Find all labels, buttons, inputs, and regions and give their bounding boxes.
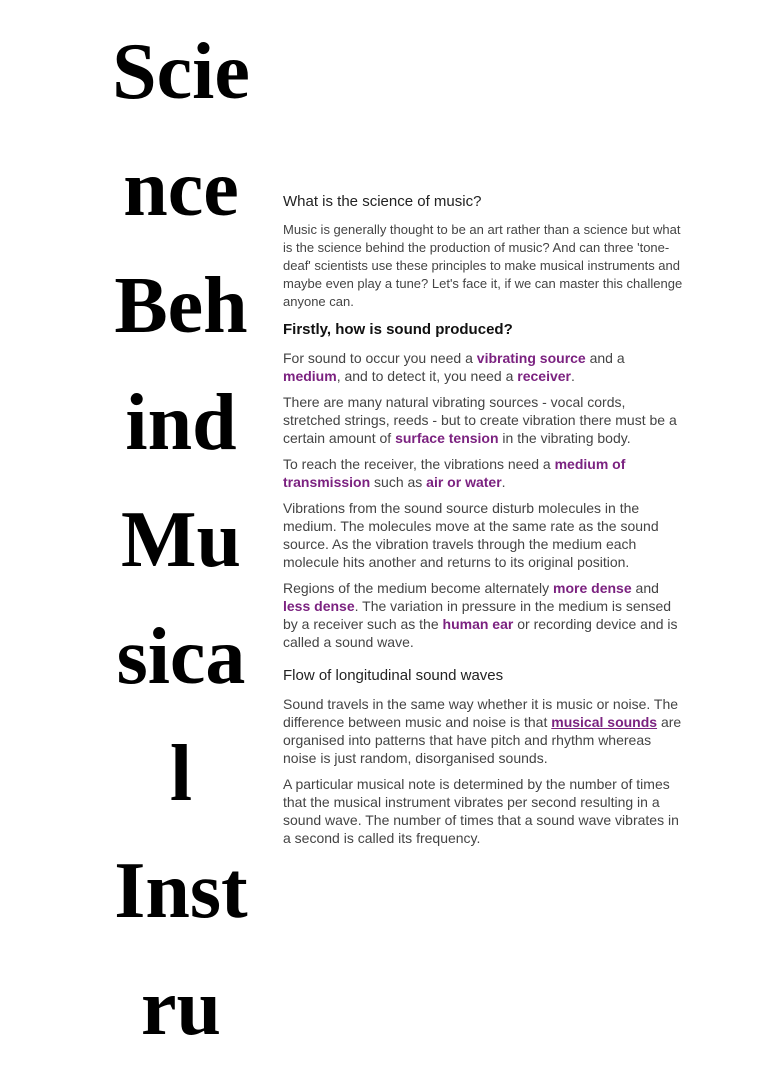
title-line: l <box>169 730 193 818</box>
title-line: Beh <box>114 262 248 350</box>
paragraph-music-vs-noise <box>283 695 683 767</box>
section-heading-sound-produced: Firstly, how is sound produced? <box>283 321 513 338</box>
paragraph-text: and a <box>585 350 625 366</box>
section-heading-science-of-music: What is the science of music? <box>283 193 482 210</box>
paragraph-text: or recording device and is called a sound wave. <box>283 616 678 650</box>
paragraph-text: To reach the receiver, the vibrations need a <box>283 456 555 472</box>
paragraph-text: . <box>501 474 506 490</box>
musical-sounds-link[interactable]: musical sounds <box>551 714 658 730</box>
section-heading-longitudinal-waves: Flow of longitudinal sound waves <box>283 667 504 684</box>
paragraph-vibrating-sources <box>283 393 683 447</box>
article-body <box>283 193 683 855</box>
keyword-more-dense: more dense <box>553 580 632 596</box>
keyword-medium: medium <box>283 368 337 384</box>
page-title <box>96 14 266 1067</box>
title-line: Scie <box>112 28 250 116</box>
paragraph-text: There are many natural vibrating sources - vocal cords, stretched strings, reeds - but to create vibration there must be a certain amount of <box>283 394 677 446</box>
intro-paragraph: Music is generally thought to be an art rather than a science but what is the science behind the production of music? And can three 'tone-deaf' scientists use these principles to make musical instruments and maybe even play a tune? Let's face it, if we can master this challenge anyone can. <box>283 222 683 309</box>
title-line: sica <box>116 613 246 701</box>
paragraph-text: . The variation in pressure in the medium is sensed by a receiver such as the <box>283 598 672 632</box>
paragraph-sound-requirements <box>283 349 683 385</box>
paragraph-text: and <box>631 580 659 596</box>
paragraph-medium-transmission <box>283 455 683 491</box>
keyword-medium-of-transmission: medium of transmission <box>283 456 626 490</box>
paragraph-text: Sound travels in the same way whether it is music or noise. The difference between music and noise is that <box>283 696 679 730</box>
paragraph-text: , and to detect it, you need a <box>336 368 518 384</box>
paragraph-molecules: Vibrations from the sound source disturb molecules in the medium. The molecules move at the same rate as the sound source. As the vibration travels through the medium each molecule hits another and returns to its original position. <box>283 500 659 570</box>
paragraph-text: For sound to occur you need a <box>283 350 477 366</box>
title-line: ind <box>125 379 237 467</box>
keyword-vibrating-source: vibrating source <box>476 350 586 366</box>
title-line: ru <box>141 964 221 1052</box>
keyword-less-dense: less dense <box>283 598 355 614</box>
paragraph-text: Regions of the medium become alternately <box>283 580 554 596</box>
paragraph-text: . <box>570 368 575 384</box>
paragraph-text: such as <box>370 474 427 490</box>
paragraph-text: in the vibrating body. <box>498 430 631 446</box>
keyword-human-ear: human ear <box>442 616 514 632</box>
keyword-surface-tension: surface tension <box>395 430 499 446</box>
title-line: Mu <box>121 496 241 584</box>
paragraph-text: are organised into patterns that have pitch and rhythm whereas noise is just random, disorganised sounds. <box>283 714 682 766</box>
paragraph-frequency: A particular musical note is determined by the number of times that the musical instrument vibrates per second resulting in a sound wave. The number of times that a sound wave vibrates in a second is called its frequency. <box>283 776 679 846</box>
keyword-receiver: receiver <box>517 368 571 384</box>
title-line: nce <box>123 145 239 233</box>
title-line: Inst <box>114 847 248 935</box>
keyword-air-or-water: air or water <box>426 474 502 490</box>
paragraph-density <box>283 579 683 651</box>
